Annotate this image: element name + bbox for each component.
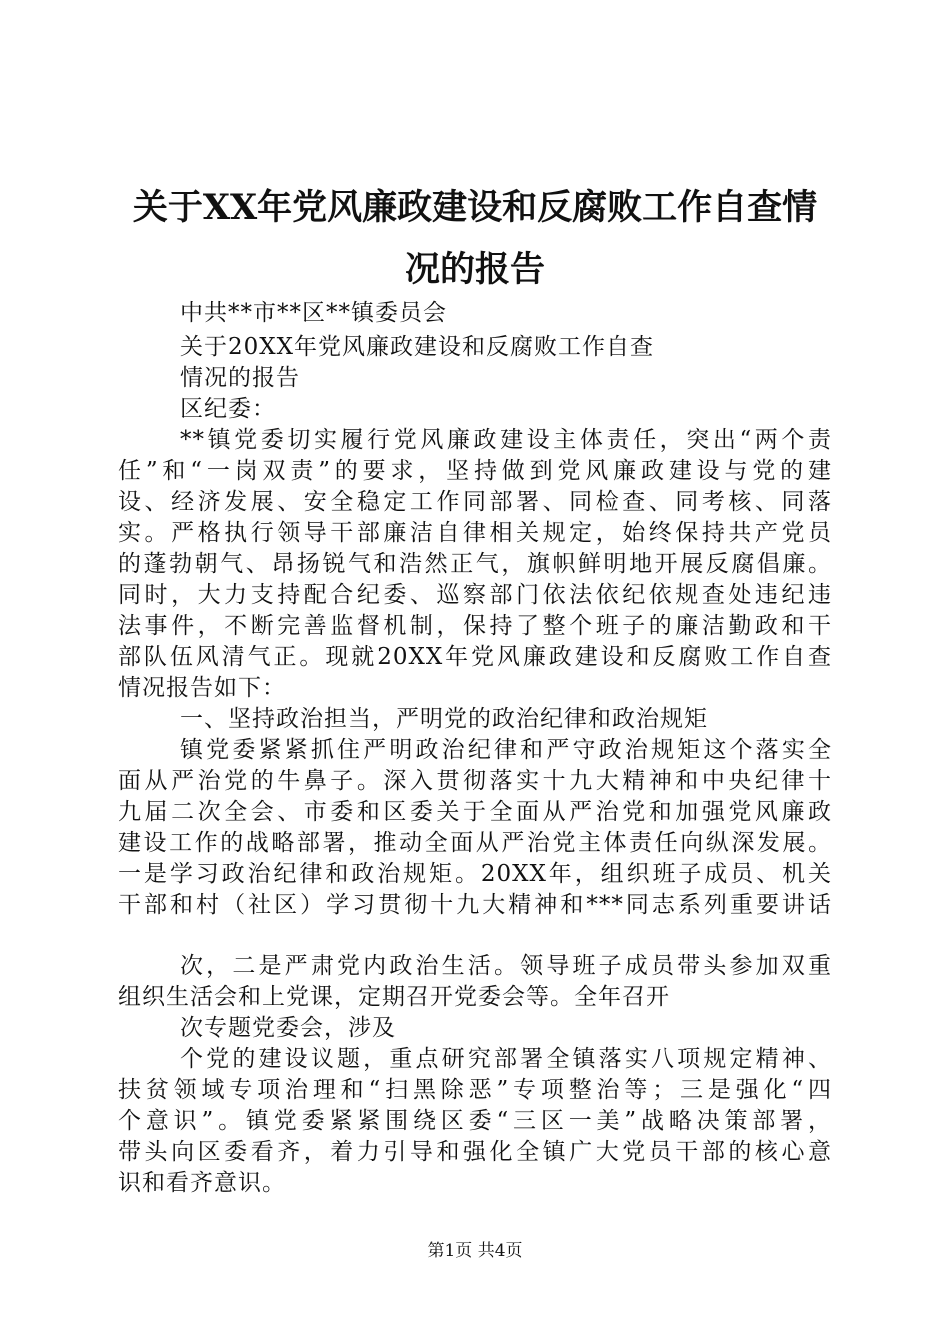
body-line: 实。严格执行领导干部廉洁自律相关规定，始终保持共产党员 (118, 520, 832, 546)
body-line: **镇党委切实履行党风廉政建设主体责任，突出“两个责 (180, 427, 832, 453)
body-line: 个意识”。镇党委紧紧围绕区委“三区一美”战略决策部署， (118, 1108, 832, 1134)
body-line: 九届二次全会、市委和区委关于全面从严治党和加强党风廉政 (118, 799, 832, 825)
body-line: 组织生活会和上党课，定期召开党委会等。全年召开 (118, 984, 670, 1010)
body-line: 带头向区委看齐，着力引导和强化全镇广大党员干部的核心意 (118, 1139, 832, 1165)
section-heading: 一、坚持政治担当，严明党的政治纪律和政治规矩 (180, 706, 708, 732)
body-line: 部队伍风清气正。现就20XX年党风廉政建设和反腐败工作自查 (118, 644, 832, 670)
body-line: 识和看齐意识。 (118, 1170, 286, 1196)
subject-line-1: 关于20XX年党风廉政建设和反腐败工作自查 (180, 334, 655, 360)
body-line: 次，二是严肃党内政治生活。领导班子成员带头参加双重 (180, 953, 832, 979)
subject-line-2: 情况的报告 (180, 365, 300, 391)
document-title-line-1: 关于XX年党风廉政建设和反腐败工作自查情 (132, 187, 818, 228)
page-number: 第1页 共4页 (427, 1241, 523, 1261)
body-line: 面从严治党的牛鼻子。深入贯彻落实十九大精神和中央纪律十 (118, 768, 832, 794)
body-line: 干部和村（社区）学习贯彻十九大精神和***同志系列重要讲话 (118, 892, 832, 918)
body-line: 同时，大力支持配合纪委、巡察部门依法依纪依规查处违纪违 (118, 582, 832, 608)
body-line: 情况报告如下： (118, 675, 286, 701)
body-line: 次专题党委会，涉及 (180, 1015, 396, 1041)
body-line: 法事件，不断完善监督机制，保持了整个班子的廉洁勤政和干 (118, 613, 832, 639)
document-title-line-2: 况的报告 (404, 249, 545, 290)
issuer-line: 中共**市**区**镇委员会 (180, 300, 447, 326)
body-line: 设、经济发展、安全稳定工作同部署、同检查、同考核、同落 (118, 489, 832, 515)
body-line: 一是学习政治纪律和政治规矩。20XX年，组织班子成员、机关 (118, 861, 832, 887)
body-line: 任”和“一岗双责”的要求，坚持做到党风廉政建设与党的建 (118, 458, 832, 484)
body-line: 建设工作的战略部署，推动全面从严治党主体责任向纵深发展。 (118, 830, 832, 856)
body-line: 扶贫领域专项治理和“扫黑除恶”专项整治等；三是强化“四 (118, 1077, 832, 1103)
addressee-line: 区纪委： (180, 396, 276, 422)
body-line: 镇党委紧紧抓住严明政治纪律和严守政治规矩这个落实全 (180, 737, 832, 763)
body-line: 的蓬勃朝气、昂扬锐气和浩然正气，旗帜鲜明地开展反腐倡廉。 (118, 551, 832, 577)
body-line: 个党的建设议题，重点研究部署全镇落实八项规定精神、 (180, 1046, 832, 1072)
